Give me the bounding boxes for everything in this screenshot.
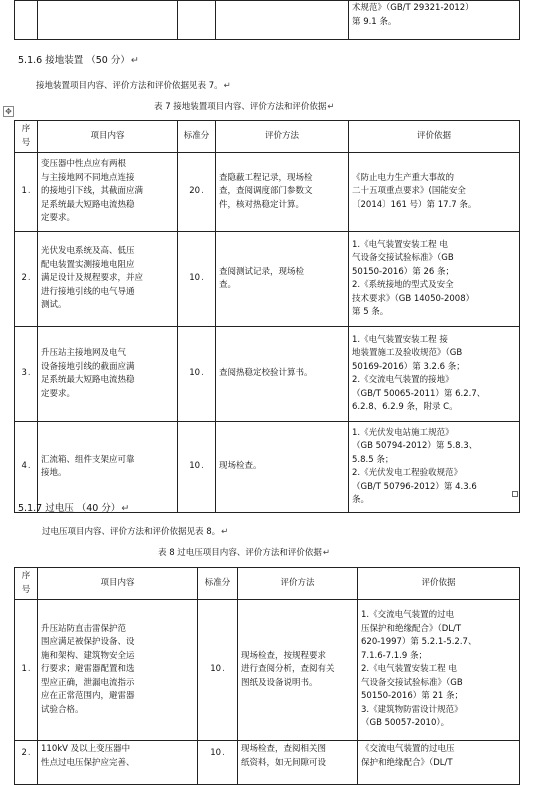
row-basis [358, 600, 520, 741]
text-line: 试验合格。 [41, 704, 84, 715]
table-8-caption [158, 546, 330, 558]
text-line: 设备接地引线的截面应满 [41, 361, 135, 372]
paragraph-mark-icon: ↵ [223, 81, 231, 91]
text-line: 行要求；避雷器配置和选 [41, 664, 135, 675]
paragraph-mark-icon: . [27, 368, 31, 379]
row-content [38, 600, 198, 741]
text-line: 2 [21, 273, 27, 284]
row-content [38, 327, 178, 422]
text-line: 5.1.7 过电压 （40 分） [18, 503, 121, 514]
row-basis [349, 153, 520, 232]
table-row [15, 327, 520, 422]
paragraph-mark-icon: . [201, 461, 204, 472]
text-line: 接地装置项目内容、评价方法和评价依据见表 7。 [36, 81, 223, 91]
text-line: 图纸及设备说明书。 [241, 677, 318, 688]
text-line: 光伏发电系统及高、低压 [41, 246, 135, 257]
row-method [238, 600, 358, 741]
row-basis [349, 327, 520, 422]
text-line: 20 [189, 186, 201, 197]
text-line: 〔2014〕161 号）第 17.7 条。 [352, 199, 477, 210]
text-line: 1.《交流电气装置的过电 [361, 610, 455, 621]
section-heading-5-1-6 [18, 52, 139, 66]
text-line: 标准分 [183, 130, 210, 141]
row-no [15, 600, 38, 741]
row-score [198, 600, 238, 741]
text-line: 评价依据 [416, 130, 451, 141]
section-paragraph-5-1-6 [36, 79, 231, 91]
row-score [178, 232, 216, 327]
row-content [38, 422, 178, 513]
text-line: 进行接地引线的电气导通 [41, 286, 135, 297]
text-line: 查。 [219, 280, 237, 290]
row-method [216, 327, 349, 422]
text-line: 的接地引下线，其截面应满 [41, 186, 144, 197]
text-line: 地装置施工及验收规范》（GB [352, 348, 463, 358]
paragraph-mark-icon: . [27, 748, 31, 758]
text-line: 满足设计及规程要求，并应 [41, 273, 144, 284]
row-content [38, 153, 178, 232]
row-basis [349, 232, 520, 327]
table-row [15, 741, 520, 785]
text-line: 技术要求》（GB 14050-2008） [352, 293, 475, 304]
text-line: 6.2.8、6.2.9 条，附录 C。 [352, 402, 458, 412]
table-resize-handle-icon[interactable] [512, 491, 518, 497]
fragment-cell-basis [349, 1, 520, 40]
row-score [198, 741, 238, 785]
header-cell-content [38, 121, 178, 153]
row-score [178, 153, 216, 232]
table-header-row [15, 568, 520, 600]
row-basis [358, 741, 520, 785]
text-line: 升压站防直击雷保护范 [41, 623, 127, 634]
paragraph-mark-icon: . [27, 461, 31, 472]
text-line: 50150-2016）第 21 条； [361, 691, 463, 702]
text-line: 气设备交接试验标准》（GB [352, 253, 454, 263]
header-cell-basis [358, 568, 520, 600]
paragraph-mark-icon: . [201, 186, 204, 197]
text-line: 纸资料，如无间隙可设 [241, 757, 327, 768]
row-method [216, 153, 349, 232]
paragraph-mark-icon: . [201, 273, 204, 284]
text-line: 二十五项重点要求》(国能安全 [352, 186, 466, 197]
text-line: 保护和绝缘配合》（DL/T [361, 757, 453, 768]
table-row [15, 422, 520, 513]
paragraph-mark-icon: . [222, 748, 225, 758]
text-line: 5.8.5 条； [352, 454, 394, 465]
text-line: 1 [21, 664, 27, 675]
text-line: 1.《电气装置安装工程 电 [352, 239, 448, 250]
fragment-basis-line: 第 9.1 条。 [352, 16, 397, 27]
text-line: 与主接地网不同地点连接 [41, 172, 135, 183]
row-no [15, 232, 38, 327]
text-line: 2.《电气装置安装工程 电 [361, 664, 457, 675]
row-no [15, 422, 38, 513]
text-line: 10 [210, 664, 222, 675]
text-line: 件，核对热稳定计算。 [219, 199, 305, 210]
text-line: 现场检查。 [219, 461, 262, 472]
text-line: 4 [21, 461, 27, 472]
table-move-handle-icon[interactable]: ✥ [3, 106, 14, 117]
row-no [15, 327, 38, 422]
paragraph-mark-icon: . [27, 186, 31, 197]
table-row [15, 600, 520, 741]
row-content [38, 232, 178, 327]
row-method [216, 232, 349, 327]
text-line: 施和架构、建筑物安全运 [41, 650, 135, 661]
text-line: 压保护和绝缘配合》（DL/T [361, 623, 462, 634]
text-line: 足系统最大短路电流热稳 [41, 375, 135, 385]
header-cell-no [15, 121, 38, 153]
paragraph-mark-icon: ↵ [121, 503, 130, 514]
text-line: 变压器中性点应有两根 [41, 159, 127, 170]
header-cell-content [38, 568, 198, 600]
text-line: 汇流箱、组件支架应可靠 [41, 454, 135, 465]
text-line: （GB/T 50796-2012）第 4.3.6 [352, 481, 477, 492]
text-line: 《交流电气装置的过电压 [361, 744, 455, 754]
header-cell-score [178, 121, 216, 153]
paragraph-mark-icon: ↵ [327, 102, 335, 112]
text-line: 表 7 接地装置项目内容、评价方法和评价依据 [154, 102, 327, 112]
row-no [15, 153, 38, 232]
text-line: 1 [21, 186, 27, 197]
text-line: （GB 50794-2012）第 5.8.3、 [352, 441, 478, 451]
text-line: 现场检查，按规程要求 [241, 650, 327, 661]
fragment-cell-content [38, 1, 178, 40]
text-line: 110kV 及以上变压器中 [41, 744, 131, 754]
text-line: 表 8 过电压项目内容、评价方法和评价依据 [158, 548, 322, 558]
text-line: 应在正常范围内，避雷器 [41, 691, 135, 702]
text-line: 50169-2016）第 3.2.6 条； [352, 361, 465, 372]
header-cell-no [15, 568, 38, 600]
text-line: 评价方法 [264, 130, 299, 141]
text-line: 评价方法 [280, 577, 315, 588]
row-score [178, 422, 216, 513]
text-line: 气设备交接试验标准》（GB [361, 677, 463, 688]
text-line: 2.《光伏发电工程验收规范》 [352, 468, 463, 478]
text-line: 3.《建筑物防雷设计规范》 [361, 704, 463, 715]
text-line: 测试。 [41, 300, 67, 311]
text-line: 620-1997）第 5.2.1-5.2.7、 [361, 637, 477, 648]
text-line: 过电压项目内容、评价方法和评价依据见表 8。 [42, 527, 221, 537]
text-line: 序号 [21, 124, 31, 148]
row-basis [349, 422, 520, 513]
text-line: 足系统最大短路电流热稳 [41, 199, 135, 210]
text-line: 接地。 [41, 468, 67, 478]
text-line: 5.1.6 接地装置 （50 分） [18, 55, 130, 66]
text-line: 定要求。 [41, 213, 76, 224]
row-score [178, 327, 216, 422]
text-line: （GB/T 50065-2011）第 6.2.7、 [352, 388, 486, 399]
text-line: 标准分 [204, 577, 231, 588]
text-line: 项目内容 [90, 130, 125, 141]
table-row [15, 232, 520, 327]
fragment-basis-line: 术规范》（GB/T 29321-2012） [352, 3, 474, 13]
text-line: 查阅测试记录，现场检 [219, 266, 305, 277]
table-8 [14, 567, 520, 785]
previous-table-fragment [14, 0, 520, 40]
table-row [15, 153, 520, 232]
fragment-cell-no [15, 1, 38, 40]
text-line: 第 5 条。 [352, 307, 389, 317]
text-line: 10 [189, 273, 201, 284]
text-line: （GB 50057-2010）。 [361, 718, 450, 729]
text-line: 项目内容 [100, 577, 135, 588]
header-cell-method [216, 121, 349, 153]
row-content [38, 741, 198, 785]
table-header-row [15, 121, 520, 153]
text-line: 查，查阅调度部门参数文 [219, 186, 313, 197]
row-method [238, 741, 358, 785]
paragraph-mark-icon: . [201, 368, 204, 379]
text-line: 7.1.6-7.1.9 条； [361, 650, 428, 661]
text-line: 升压站主接地网及电气 [41, 348, 127, 358]
text-line: 定要求。 [41, 388, 76, 399]
text-line: 性点过电压保护应完善、 [41, 757, 135, 768]
text-line: 查隐蔽工程记录，现场检 [219, 172, 313, 183]
text-line: 2.《交流电气装置的接地》 [352, 375, 454, 385]
section-heading-5-1-7 [18, 500, 129, 514]
text-line: 10 [189, 368, 201, 379]
section-paragraph-5-1-7 [42, 525, 228, 537]
text-line: 型应正确，泄漏电流指示 [41, 677, 135, 688]
text-line: 2 [21, 748, 27, 758]
text-line: 配电装置实测接地电阻应 [41, 259, 135, 270]
text-line: 条。 [352, 495, 370, 505]
text-line: 1.《电气装置安装工程 接 [352, 334, 448, 345]
paragraph-mark-icon: . [222, 664, 225, 675]
paragraph-mark-icon: ↵ [130, 55, 139, 66]
header-cell-method [238, 568, 358, 600]
text-line: 评价依据 [421, 577, 456, 588]
text-line: 10 [210, 748, 222, 758]
paragraph-mark-icon: ↵ [221, 527, 229, 537]
table-7 [14, 120, 520, 513]
paragraph-mark-icon: . [27, 273, 31, 284]
text-line: 围应满足被保护设备、设 [41, 637, 135, 648]
header-cell-basis [349, 121, 520, 153]
text-line: 序号 [21, 571, 31, 595]
text-line: 2.《系统接地的型式及安全 [352, 280, 454, 290]
fragment-cell-score [178, 1, 216, 40]
text-line: 50150-2016）第 26 条； [352, 266, 454, 277]
row-method [216, 422, 349, 513]
text-line: 1.《光伏发电站施工规范》 [352, 427, 454, 438]
text-line: 3 [21, 368, 27, 379]
header-cell-score [198, 568, 238, 600]
row-no [15, 741, 38, 785]
text-line: 10 [189, 461, 201, 472]
text-line: 《防止电力生产重大事故的 [352, 172, 455, 183]
table-7-caption [154, 100, 334, 112]
fragment-cell-method [216, 1, 349, 40]
text-line: 现场检查，查阅相关图 [241, 744, 327, 754]
paragraph-mark-icon: . [27, 664, 31, 675]
text-line: 进行查阅分析，查阅有关 [241, 664, 335, 675]
paragraph-mark-icon: ↵ [322, 548, 330, 558]
text-line: 查阅热稳定校验计算书。 [219, 368, 313, 379]
